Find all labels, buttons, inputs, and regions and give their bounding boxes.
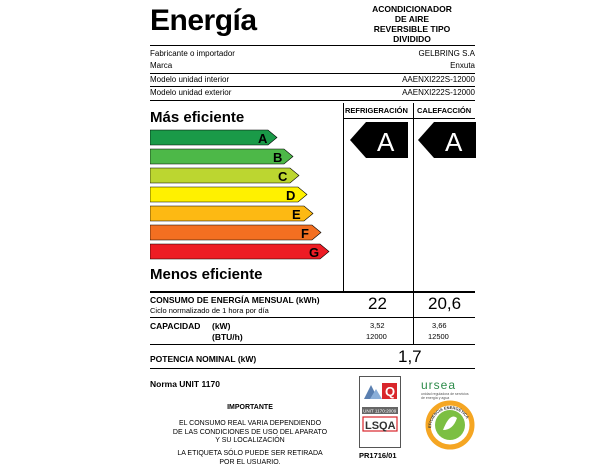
class-bar-a-letter: A [258,131,268,146]
class-bar-c [150,168,299,184]
certification-mark-icon [360,377,400,447]
consumption-cooling-value: 22 [368,294,387,313]
device-type-line: ACONDICIONADOR [372,4,452,14]
capacity-label: CAPACIDAD [150,321,201,331]
info-value: Enxuta [450,61,475,70]
ee-seal-text: EFICIENCIA ENERGÉTICA [426,404,471,429]
device-type-line: REVERSIBLE TIPO [373,24,451,34]
capacity-heating-btu: 12500 [428,332,449,341]
consumption-sublabel: Ciclo normalizado de 1 hora por día [150,306,269,315]
info-row-outdoor-model [150,87,475,99]
divider [150,291,475,293]
class-bar-f-shape [150,225,321,240]
ursea-logo: ursea [421,378,457,392]
class-bar-a [150,130,277,146]
info-row-manufacturer [150,48,475,60]
power-value: 1,7 [398,347,422,366]
info-label: Modelo unidad interior [150,75,230,84]
class-bar-e [150,206,313,222]
class-bar-f [150,225,321,241]
consumption-label: CONSUMO DE ENERGÍA MENSUAL (kWh) [150,295,320,305]
column-divider [413,103,414,293]
cooling-rating [350,122,410,160]
removal-note [170,450,330,467]
info-row-indoor-model [150,74,475,86]
class-bar-f-letter: F [301,226,309,241]
note-line: EL CONSUMO REAL VARIA DEPENDIENDO [178,420,322,427]
class-bar-c-shape [150,168,299,183]
heating-rating-letter: A [445,127,463,157]
norma-label: Norma UNIT 1170 [150,379,220,389]
info-row-brand [150,60,475,72]
note-line: DE LAS CONDICIONES DE USO DEL APARATO [172,428,328,436]
class-bar-g-shape [150,244,329,259]
divider [150,368,475,369]
capacity-cooling-kw: 3,52 [370,321,385,330]
class-bar-e-letter: E [292,207,301,222]
class-bar-d-letter: D [286,188,296,203]
divider [150,317,475,318]
divider [150,100,475,101]
column-divider [413,293,414,345]
more-efficient-label: Más eficiente [150,109,245,126]
lsqa-certification-logo [359,376,401,448]
class-bar-b [150,149,293,165]
ursea-subtitle: unidad reguladora de servicios de energía y agua [421,392,469,400]
class-bar-b-shape [150,149,293,164]
info-value: AAENXI222S-12000 [402,75,475,84]
device-type [352,4,472,44]
device-type-line: DIVIDIDO [393,34,431,44]
note-line: Y SU LOCALIZACIÓN [215,437,285,444]
important-heading: IMPORTANTE [227,404,273,411]
device-type-line: DE AIRE [394,14,430,24]
info-label: Fabricante o importador [150,49,235,58]
divider [343,118,475,119]
efficiency-scale [150,128,335,266]
class-bar-d-shape [150,187,307,202]
consumption-heating-value: 20,6 [428,294,462,313]
capacity-unit-btu: (BTU/h) [212,332,243,342]
class-bar-c-letter: C [278,169,288,184]
column-cooling-header: REFRIGERACIÓN [345,106,408,115]
class-bar-e-shape [150,206,313,221]
class-bar-g [150,244,329,260]
divider [150,344,475,345]
svg-text:Q: Q [385,384,396,399]
lsqa-text: LSQA [365,420,396,432]
note-line: POR EL USUARIO. [219,458,281,466]
info-label: Modelo unidad exterior [150,88,232,97]
note-line: LA ETIQUETA SÓLO PUEDE SER RETIRADA [177,450,323,457]
consumption-note [170,420,330,446]
class-bar-g-letter: G [309,245,320,260]
column-divider [343,103,344,293]
info-value: GELBRING S.A [418,49,475,58]
cooling-rating-letter: A [377,127,395,157]
power-label: POTENCIA NOMINAL (kW) [150,354,257,364]
heating-rating [418,122,478,160]
capacity-unit-kw: (kW) [212,321,231,331]
unit-standard-text: UNIT 1170:2009 [363,408,397,414]
divider [150,45,475,46]
energy-efficiency-seal-icon [425,400,475,450]
column-heating-header: CALEFACCIÓN [417,106,472,115]
info-value: AAENXI222S-12000 [402,88,475,97]
cert-code: PR1716/01 [359,451,397,460]
energy-title: Energía [150,4,257,37]
info-label: Marca [150,61,173,70]
less-efficient-label: Menos eficiente [150,266,263,283]
class-bar-d [150,187,307,203]
capacity-heating-kw: 3,66 [432,321,447,330]
class-bar-b-letter: B [273,150,283,165]
capacity-cooling-btu: 12000 [366,332,387,341]
